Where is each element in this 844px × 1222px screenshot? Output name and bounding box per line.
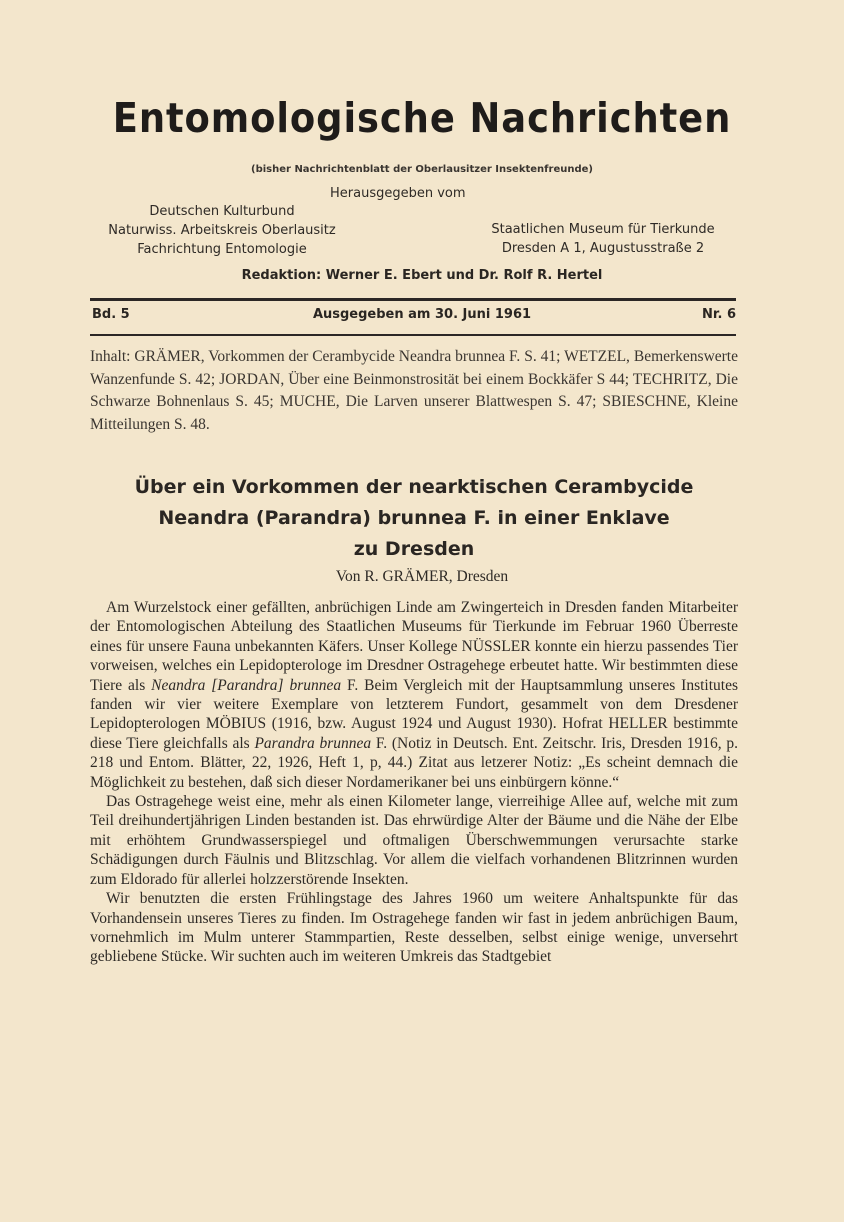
article-body (90, 598, 738, 967)
issue-volume: Bd. 5 (92, 307, 130, 322)
publisher-heading: Herausgegeben vom (330, 186, 466, 201)
divider-bottom (90, 334, 736, 336)
publisher-right-line: Staatlichen Museum für Tierkunde (491, 222, 715, 237)
body-paragraph: Das Ostragehege weist eine, mehr als einen Kilometer lange, vierreihige Allee auf, welche mit zum Teil dreihundertjährigen Linden bestanden ist. Das ehrwürdige Alter der Bäume und die Nähe der Elbe mit erhöhtem Grundwasserspiegel und oftmaligen Überschwemmungen verursachte starke Schädigungen durch Fäulnis und Blitzschlag. Vor allem die vielfach vorhandenen Blitzrinnen wurden zum Eldorado für allerlei holzzerstörende Insekten. (90, 793, 738, 888)
journal-title: Entomologische Nachrichten (112, 94, 732, 142)
publisher-left-line: Naturwiss. Arbeitskreis Oberlausitz (108, 223, 336, 238)
divider-top (90, 298, 736, 301)
table-of-contents: Inhalt: GRÄMER, Vorkommen der Cerambycide Neandra brunnea F. S. 41; WETZEL, Bemerkenswerte Wanzenfunde S. 42; JORDAN, Über eine Beinmonstrosität bei einem Bockkäfer S 44; TECHRITZ, Die Schwarze Bohnenlaus S. 45; MUCHE, Die Larven unserer Blattwespen S. 47; SBIESCHNE, Kleine Mitteilungen S. 48. (90, 348, 738, 433)
journal-subtitle: (bisher Nachrichtenblatt der Oberlausitzer Insektenfreunde) (251, 164, 593, 175)
issue-date: Ausgegeben am 30. Juni 1961 (312, 307, 532, 322)
publisher-left-line: Fachrichtung Entomologie (137, 242, 307, 257)
body-text: Am Wurzelstock einer gefällten, anbrüchigen Linde am Zwingerteich in Dresden fanden Mitarbeiter der Entomologischen Abteilung des Staatlichen Museums für Tierkunde im Februar 1960 Überreste eines für unsere Fauna unbekannten Käfers. Unser Kollege NÜSSLER konnte ein hierzu passendes Tier vorweisen, welches ein Lepidopterologe im Dresdner Ostragehege erbeutet hatte. Wir bestimmten diese Tiere als (90, 599, 738, 694)
article-title-line: Über ein Vorkommen der nearktischen Cerambycide (134, 476, 694, 498)
body-text: F. Beim Vergleich mit der Hauptsammlung unseres Institutes fanden wir vier weitere Exemplare von letzterem Fundort, gesammelt von dem Dresdener Lepidopterologen MÖBIUS (1916, bzw. August 1924 und August 1930). Hofrat HELLER bestimmte diese Tiere gleichfalls als (90, 676, 738, 752)
species-name: Parandra brunnea (254, 734, 372, 752)
article-title-line: zu Dresden (353, 538, 475, 560)
article-byline: Von R. GRÄMER, Dresden (335, 568, 509, 585)
publisher-right-line: Dresden A 1, Augustusstraße 2 (501, 241, 705, 256)
body-text: F. (Notiz in Deutsch. Ent. Zeitschr. Iris, Dresden 1916, p. 218 und Entom. Blätter, 22, 1926, Heft 1, p, 44.) Zitat aus letzerer Notiz: „Es scheint demnach die Möglichkeit zu bestehen, daß sich dieser Nordamerikaner bei uns einbürgern könne.“ (90, 734, 738, 791)
issue-number: Nr. 6 (702, 307, 736, 322)
publisher-left-block (82, 202, 362, 259)
publisher-right-block (468, 220, 738, 258)
body-paragraph: Wir benutzten die ersten Frühlingstage des Jahres 1960 um weitere Anhaltspunkte für das Vorhandensein unseres Tieres zu finden. Im Ostragehege fanden wir fast in jedem anbrüchigen Baum, vornehmlich im Mulm unterer Stammpartien, Reste desselben, selbst einige wenige, unversehrt gebliebene Stücke. Wir suchten auch im weiteren Umkreis das Stadtgebiet (90, 890, 738, 966)
body-paragraph (90, 598, 738, 792)
publisher-left-line: Deutschen Kulturbund (149, 204, 295, 219)
article-title-line: Neandra (Parandra) brunnea F. in einer Enklave (158, 507, 670, 529)
species-name: Neandra [Parandra] brunnea (151, 676, 342, 694)
editors-line: Redaktion: Werner E. Ebert und Dr. Rolf R. Hertel (241, 268, 603, 283)
article-title (90, 472, 738, 565)
